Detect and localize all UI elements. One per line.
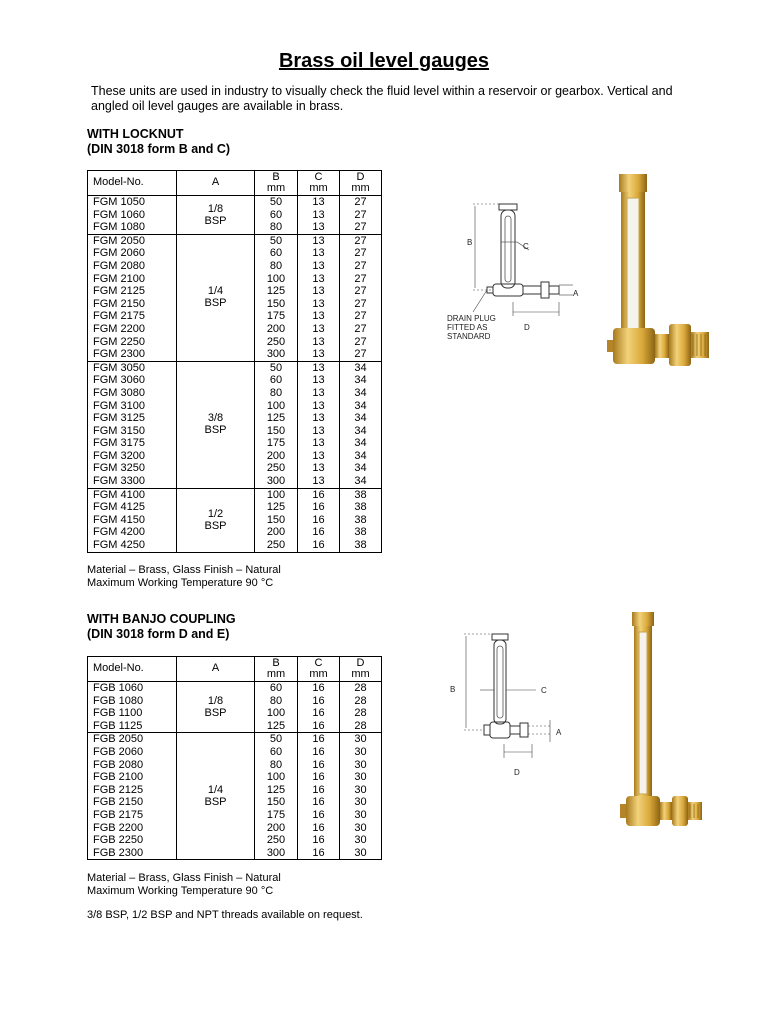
thread-size-label: 1/4 BSP [204, 784, 227, 809]
dimension-c-cell: 16 [298, 759, 340, 772]
dimension-d-cell: 27 [340, 209, 382, 222]
dimension-c-cell: 16 [298, 834, 340, 847]
model-number-cell: FGM 2125 [88, 285, 177, 298]
model-number-cell: FGM 2300 [88, 348, 177, 361]
dimension-d-cell: 30 [340, 746, 382, 759]
model-number-cell: FGB 2125 [88, 784, 177, 797]
dimension-d-cell: 38 [340, 488, 382, 501]
dimension-b-cell: 80 [255, 221, 298, 234]
dimension-b-cell: 150 [255, 514, 298, 527]
dimension-d-cell: 34 [340, 412, 382, 425]
dimension-d-cell: 34 [340, 437, 382, 450]
table-row [88, 733, 382, 746]
banjo-gauge-photo [612, 608, 708, 848]
dimension-d-cell: 38 [340, 526, 382, 539]
dimension-b-cell: 60 [255, 209, 298, 222]
model-number-cell: FGM 4100 [88, 488, 177, 501]
thread-size-label: 1/8 BSP [204, 694, 227, 719]
model-number-cell: FGB 1100 [88, 707, 177, 720]
model-number-cell: FGB 1060 [88, 682, 177, 695]
thread-size-cell [177, 488, 255, 552]
dimension-d-cell: 34 [340, 361, 382, 374]
dimension-b-cell: 250 [255, 539, 298, 552]
dimension-c-cell: 13 [298, 247, 340, 260]
column-header: Model-No. [88, 171, 177, 196]
table-row [88, 234, 382, 247]
dimension-b-cell: 200 [255, 822, 298, 835]
dim-label-b: B [467, 238, 473, 247]
dimension-c-cell: 16 [298, 501, 340, 514]
dimension-c-cell: 13 [298, 209, 340, 222]
column-header: D mm [340, 657, 382, 682]
model-number-cell: FGM 3080 [88, 387, 177, 400]
dim-label-d: D [514, 768, 520, 777]
dimension-c-cell: 16 [298, 809, 340, 822]
table-row [88, 682, 382, 695]
column-header: C mm [298, 171, 340, 196]
model-number-cell: FGB 2080 [88, 759, 177, 772]
drain-note-2: FITTED AS [447, 323, 488, 332]
model-number-cell: FGM 2150 [88, 298, 177, 311]
table-header-row [88, 171, 382, 196]
locknut-heading [87, 127, 230, 157]
model-number-cell: FGM 2175 [88, 310, 177, 323]
model-number-cell: FGM 2060 [88, 247, 177, 260]
dimension-d-cell: 30 [340, 834, 382, 847]
dimension-b-cell: 200 [255, 450, 298, 463]
dimension-c-cell: 13 [298, 400, 340, 413]
model-number-cell: FGM 3050 [88, 361, 177, 374]
model-number-cell: FGB 2100 [88, 771, 177, 784]
dimension-d-cell: 38 [340, 539, 382, 552]
drain-note-1: DRAIN PLUG [447, 314, 496, 323]
model-number-cell: FGM 4250 [88, 539, 177, 552]
dimension-d-cell: 27 [340, 310, 382, 323]
column-header: B mm [255, 657, 298, 682]
thread-size-cell [177, 234, 255, 361]
model-number-cell: FGB 2200 [88, 822, 177, 835]
dimension-d-cell: 28 [340, 707, 382, 720]
dimension-d-cell: 27 [340, 285, 382, 298]
thread-size-label: 1/4 BSP [204, 285, 227, 310]
dimension-c-cell: 16 [298, 707, 340, 720]
dimension-b-cell: 50 [255, 234, 298, 247]
dimension-d-cell: 34 [340, 462, 382, 475]
dimension-d-cell: 27 [340, 234, 382, 247]
locknut-notes [87, 564, 281, 589]
dimension-d-cell: 38 [340, 514, 382, 527]
model-number-cell: FGM 2100 [88, 273, 177, 286]
model-number-cell: FGM 3150 [88, 425, 177, 438]
model-number-cell: FGM 3060 [88, 374, 177, 387]
dimension-b-cell: 80 [255, 695, 298, 708]
thread-size-label: 1/8 BSP [204, 202, 227, 227]
model-number-cell: FGM 4125 [88, 501, 177, 514]
dimension-c-cell: 13 [298, 196, 340, 209]
dimension-c-cell: 16 [298, 526, 340, 539]
locknut-dimension-diagram [443, 192, 603, 342]
column-header: B mm [255, 171, 298, 196]
dimension-c-cell: 16 [298, 695, 340, 708]
dimension-c-cell: 13 [298, 462, 340, 475]
dimension-c-cell: 16 [298, 720, 340, 733]
page-title: Brass oil level gauges [278, 50, 490, 72]
dimension-c-cell: 13 [298, 323, 340, 336]
dimension-c-cell: 13 [298, 336, 340, 349]
dimension-b-cell: 80 [255, 759, 298, 772]
banjo-heading [87, 612, 236, 642]
banjo-notes [87, 872, 281, 897]
dimension-d-cell: 28 [340, 720, 382, 733]
dimension-d-cell: 34 [340, 387, 382, 400]
dimension-d-cell: 27 [340, 323, 382, 336]
dimension-d-cell: 27 [340, 348, 382, 361]
dimension-c-cell: 16 [298, 682, 340, 695]
dimension-d-cell: 30 [340, 784, 382, 797]
dim-label-a: A [556, 728, 562, 737]
dimension-d-cell: 30 [340, 822, 382, 835]
dimension-d-cell: 34 [340, 475, 382, 488]
dimension-d-cell: 30 [340, 796, 382, 809]
dimension-c-cell: 13 [298, 285, 340, 298]
dimension-b-cell: 150 [255, 796, 298, 809]
table-header-row [88, 657, 382, 682]
dimension-c-cell: 13 [298, 273, 340, 286]
dim-label-b: B [450, 685, 456, 694]
dimension-b-cell: 250 [255, 336, 298, 349]
dimension-c-cell: 13 [298, 450, 340, 463]
dimension-d-cell: 34 [340, 374, 382, 387]
model-number-cell: FGM 2200 [88, 323, 177, 336]
banjo-title: WITH BANJO COUPLING [87, 612, 236, 626]
model-number-cell: FGM 4150 [88, 514, 177, 527]
dim-label-a: A [573, 289, 579, 298]
dimension-b-cell: 100 [255, 400, 298, 413]
dimension-b-cell: 100 [255, 707, 298, 720]
dimension-c-cell: 13 [298, 387, 340, 400]
dimension-d-cell: 34 [340, 400, 382, 413]
intro-paragraph: These units are used in industry to visually check the fluid level within a reservoir or gearbox. Vertical and angled oil level gauges are available in brass. [91, 84, 673, 113]
model-number-cell: FGM 3175 [88, 437, 177, 450]
locknut-title: WITH LOCKNUT [87, 127, 184, 141]
banjo-table [87, 656, 382, 860]
model-number-cell: FGB 2060 [88, 746, 177, 759]
model-number-cell: FGB 1080 [88, 695, 177, 708]
dimension-d-cell: 27 [340, 336, 382, 349]
locknut-table [87, 170, 382, 553]
model-number-cell: FGB 2250 [88, 834, 177, 847]
table-row [88, 488, 382, 501]
dimension-c-cell: 13 [298, 310, 340, 323]
dimension-d-cell: 28 [340, 682, 382, 695]
column-header: A [177, 657, 255, 682]
dimension-c-cell: 16 [298, 746, 340, 759]
dimension-d-cell: 27 [340, 196, 382, 209]
dimension-b-cell: 175 [255, 437, 298, 450]
dimension-b-cell: 300 [255, 475, 298, 488]
dimension-c-cell: 13 [298, 374, 340, 387]
dimension-b-cell: 50 [255, 361, 298, 374]
model-number-cell: FGM 4200 [88, 526, 177, 539]
dimension-d-cell: 30 [340, 771, 382, 784]
dimension-c-cell: 13 [298, 437, 340, 450]
dimension-b-cell: 50 [255, 733, 298, 746]
model-number-cell: FGM 2050 [88, 234, 177, 247]
model-number-cell: FGM 2080 [88, 260, 177, 273]
dimension-b-cell: 125 [255, 285, 298, 298]
dimension-c-cell: 16 [298, 514, 340, 527]
dimension-b-cell: 80 [255, 260, 298, 273]
banjo-dimension-diagram [444, 630, 584, 780]
dimension-d-cell: 27 [340, 221, 382, 234]
model-number-cell: FGM 1060 [88, 209, 177, 222]
dimension-b-cell: 60 [255, 374, 298, 387]
dimension-c-cell: 16 [298, 847, 340, 860]
dimension-b-cell: 300 [255, 348, 298, 361]
dimension-b-cell: 100 [255, 488, 298, 501]
banjo-subtitle: (DIN 3018 form D and E) [87, 627, 230, 641]
dimension-b-cell: 175 [255, 809, 298, 822]
dimension-d-cell: 27 [340, 247, 382, 260]
model-number-cell: FGM 1050 [88, 196, 177, 209]
thread-size-cell [177, 361, 255, 488]
dimension-c-cell: 16 [298, 771, 340, 784]
column-header: Model-No. [88, 657, 177, 682]
dimension-b-cell: 125 [255, 720, 298, 733]
locknut-gauge-photo [605, 168, 721, 380]
dimension-d-cell: 30 [340, 759, 382, 772]
model-number-cell: FGM 1080 [88, 221, 177, 234]
dim-label-c: C [541, 686, 547, 695]
dimension-b-cell: 200 [255, 526, 298, 539]
model-number-cell: FGB 2175 [88, 809, 177, 822]
dimension-d-cell: 28 [340, 695, 382, 708]
dimension-c-cell: 16 [298, 539, 340, 552]
thread-size-cell [177, 682, 255, 733]
dimension-c-cell: 16 [298, 784, 340, 797]
dimension-b-cell: 125 [255, 412, 298, 425]
dimension-c-cell: 16 [298, 488, 340, 501]
dimension-d-cell: 30 [340, 847, 382, 860]
thread-availability-note: 3/8 BSP, 1/2 BSP and NPT threads available on request. [87, 909, 363, 921]
model-number-cell: FGM 3300 [88, 475, 177, 488]
dimension-d-cell: 34 [340, 450, 382, 463]
dimension-b-cell: 60 [255, 682, 298, 695]
dimension-c-cell: 13 [298, 412, 340, 425]
table-row [88, 361, 382, 374]
dimension-b-cell: 60 [255, 247, 298, 260]
dimension-c-cell: 13 [298, 348, 340, 361]
dimension-b-cell: 80 [255, 387, 298, 400]
dim-label-d: D [524, 323, 530, 332]
model-number-cell: FGM 3250 [88, 462, 177, 475]
temperature-note: Maximum Working Temperature 90 °C [87, 884, 274, 897]
table-row [88, 196, 382, 209]
dimension-b-cell: 100 [255, 771, 298, 784]
dimension-d-cell: 27 [340, 298, 382, 311]
dimension-b-cell: 250 [255, 834, 298, 847]
dimension-b-cell: 50 [255, 196, 298, 209]
dimension-b-cell: 60 [255, 746, 298, 759]
model-number-cell: FGB 2050 [88, 733, 177, 746]
dimension-d-cell: 30 [340, 809, 382, 822]
dimension-b-cell: 125 [255, 784, 298, 797]
model-number-cell: FGB 1125 [88, 720, 177, 733]
column-header: D mm [340, 171, 382, 196]
drain-note-3: STANDARD [447, 332, 491, 341]
dimension-b-cell: 150 [255, 425, 298, 438]
model-number-cell: FGM 2250 [88, 336, 177, 349]
dimension-b-cell: 200 [255, 323, 298, 336]
dimension-d-cell: 34 [340, 425, 382, 438]
dimension-b-cell: 300 [255, 847, 298, 860]
dimension-b-cell: 250 [255, 462, 298, 475]
thread-size-cell [177, 196, 255, 235]
material-note: Material – Brass, Glass Finish – Natural [87, 564, 281, 576]
dimension-c-cell: 16 [298, 822, 340, 835]
model-number-cell: FGM 3200 [88, 450, 177, 463]
dim-label-c: C [523, 242, 529, 251]
model-number-cell: FGB 2300 [88, 847, 177, 860]
dimension-c-cell: 13 [298, 298, 340, 311]
dimension-c-cell: 16 [298, 796, 340, 809]
dimension-d-cell: 30 [340, 733, 382, 746]
column-header: C mm [298, 657, 340, 682]
dimension-b-cell: 150 [255, 298, 298, 311]
dimension-c-cell: 13 [298, 234, 340, 247]
thread-size-label: 1/2 BSP [204, 507, 227, 532]
dimension-c-cell: 13 [298, 475, 340, 488]
dimension-c-cell: 13 [298, 361, 340, 374]
dimension-c-cell: 13 [298, 221, 340, 234]
temperature-note: Maximum Working Temperature 90 °C [87, 576, 274, 589]
dimension-d-cell: 27 [340, 273, 382, 286]
column-header: A [177, 171, 255, 196]
material-note: Material – Brass, Glass Finish – Natural [87, 872, 281, 884]
dimension-b-cell: 100 [255, 273, 298, 286]
dimension-c-cell: 16 [298, 733, 340, 746]
locknut-subtitle: (DIN 3018 form B and C) [87, 142, 231, 156]
dimension-c-cell: 13 [298, 260, 340, 273]
thread-size-cell [177, 733, 255, 860]
model-number-cell: FGM 3125 [88, 412, 177, 425]
dimension-c-cell: 13 [298, 425, 340, 438]
dimension-b-cell: 125 [255, 501, 298, 514]
dimension-b-cell: 175 [255, 310, 298, 323]
thread-size-label: 3/8 BSP [204, 412, 227, 437]
model-number-cell: FGB 2150 [88, 796, 177, 809]
model-number-cell: FGM 3100 [88, 400, 177, 413]
dimension-d-cell: 38 [340, 501, 382, 514]
dimension-d-cell: 27 [340, 260, 382, 273]
